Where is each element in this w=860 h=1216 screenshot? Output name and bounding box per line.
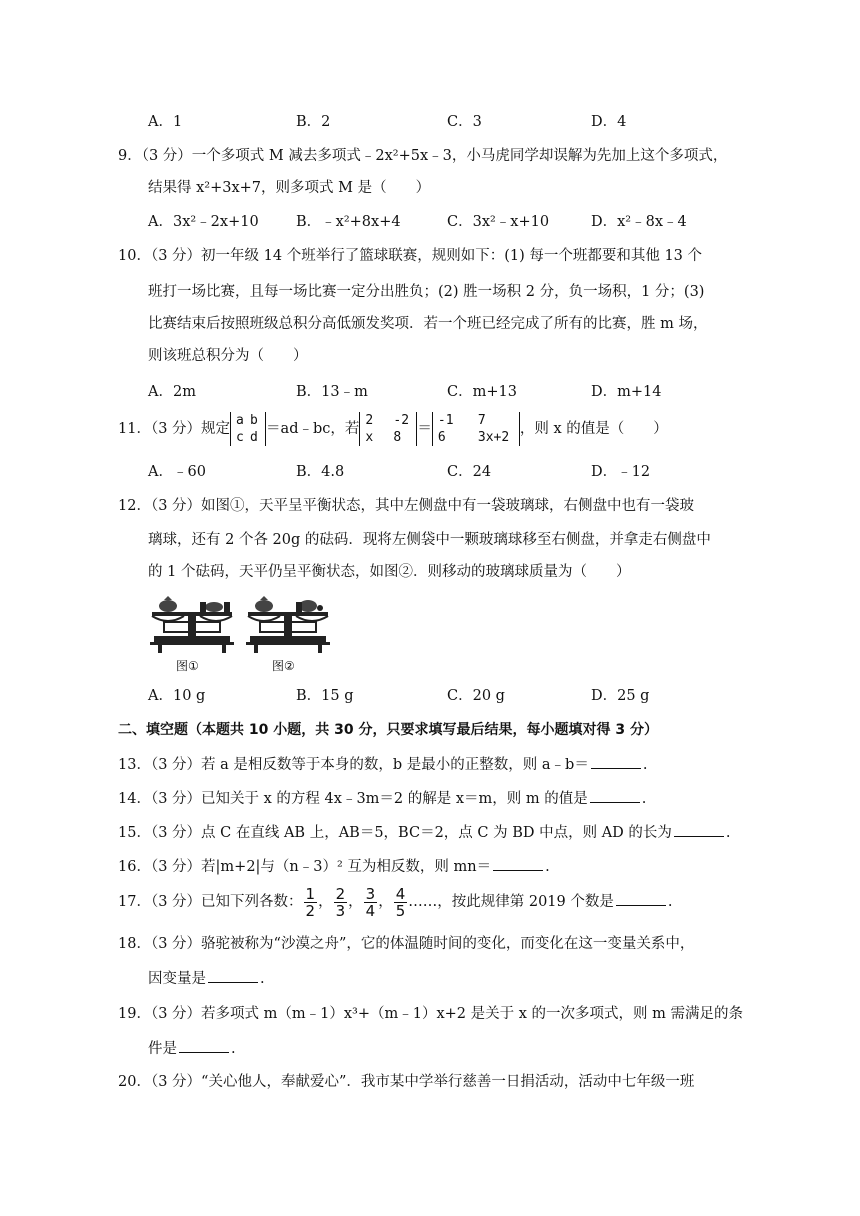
q13-answer-blank[interactable] xyxy=(591,754,641,769)
q17-answer-blank[interactable] xyxy=(616,891,666,906)
q11-right-determinant: -1 7 6 3x+2 xyxy=(432,412,520,446)
q12-stem-line2: 璃球，还有 2 个各 20g 的砝码．现将左侧袋中一颗玻璃球移至右侧盘，并拿走右侧盘中 xyxy=(148,532,711,548)
q19-stem-line2: 件是 . xyxy=(148,1038,236,1059)
q16-answer-blank[interactable] xyxy=(493,856,543,871)
section-2-heading: 二、填空题（本题共 10 小题，共 30 分，只要求填写最后结果，每小题填对得 3 分） xyxy=(118,722,658,738)
q19-stem-line1: 19．（3 分）若多项式 m（m﹣1）x³+（m﹣1）x+2 是关于 x 的一次多项式，则 m 需满足的条 xyxy=(118,1006,744,1022)
q10-stem-line2: 班打一场比赛，且每一场比赛一定分出胜负；(2) 胜一场积 2 分，负一场积，1 分；(3) xyxy=(148,284,705,300)
q9-option-c: C．3x²﹣x+10 xyxy=(447,214,550,230)
q12-option-b: B．15 g xyxy=(296,688,354,704)
q8-option-a: A．1 xyxy=(148,114,183,130)
q11-left-determinant: 2 -2 x 8 xyxy=(359,412,417,446)
q8-option-c: C．3 xyxy=(447,114,482,130)
q13: 13．（3 分）若 a 是相反数等于本身的数，b 是最小的正整数，则 a﹣b＝ . xyxy=(118,754,647,775)
q18-stem-line1: 18．（3 分）骆驼被称为“沙漠之舟”，它的体温随时间的变化，而变化在这一变量关系中， xyxy=(118,936,695,952)
q11-option-b: B．4.8 xyxy=(296,464,345,480)
q17: 17．（3 分）已知下列各数： $\frac{1}{2}$ ， $\frac{2}{3}$ ， $\frac{3}{4}$ ， $\frac{4}{5}$ ……，按此规律第 2019 个数是 . xyxy=(118,884,673,920)
q12-option-d: D．25 g xyxy=(591,688,650,704)
figure-1-caption: 图① xyxy=(176,659,199,673)
q11-eq: ＝ xyxy=(417,421,432,437)
q12-option-c: C．20 g xyxy=(447,688,505,704)
q16: 16．（3 分）若|m+2|与（n﹣3）² 互为相反数，则 mn＝ . xyxy=(118,856,550,877)
q19-answer-blank[interactable] xyxy=(179,1038,229,1053)
q15-answer-blank[interactable] xyxy=(674,822,724,837)
q10-option-c: C．m+13 xyxy=(447,384,517,400)
q8-option-b: B．2 xyxy=(296,114,331,130)
q12-stem-line3: 的 1 个砝码，天平仍呈平衡状态，如图②．则移动的玻璃球质量为（ ） xyxy=(148,564,631,580)
q9-option-b: B．﹣x²+8x+4 xyxy=(296,214,401,230)
q17-fraction-1: $\frac{1}{2}$ xyxy=(305,884,316,920)
q17-fraction-4: $\frac{4}{5}$ xyxy=(395,884,406,920)
q10-option-d: D．m+14 xyxy=(591,384,662,400)
q9-option-a: A．3x²﹣2x+10 xyxy=(148,214,259,230)
q12-option-a: A．10 g xyxy=(148,688,206,704)
q12-stem-line1: 12．（3 分）如图①，天平呈平衡状态，其中左侧盘中有一袋玻璃球，右侧盘中也有一袋玻 xyxy=(118,498,695,514)
q9-option-d: D．x²﹣8x﹣4 xyxy=(591,214,687,230)
q11-suffix: ，则 x 的值是（ ） xyxy=(519,421,668,437)
q17-fraction-3: $\frac{3}{4}$ xyxy=(365,884,376,920)
q10-stem-line3: 比赛结束后按照班级总积分高低颁发奖项．若一个班已经完成了所有的比赛，胜 m 场， xyxy=(148,316,708,332)
q18-answer-blank[interactable] xyxy=(208,968,258,983)
q11-definition-determinant: a b c d xyxy=(230,412,266,446)
q11-stem xyxy=(118,410,668,448)
q11-prefix: 11．（3 分）规定 xyxy=(118,421,231,437)
q15: 15．（3 分）点 C 在直线 AB 上，AB＝5，BC＝2，点 C 为 BD 中点，则 AD 的长为 . xyxy=(118,822,731,843)
q20-stem-line1: 20．（3 分）“关心他人，奉献爱心”．我市某中学举行慈善一日捐活动，活动中七年级一班 xyxy=(118,1074,695,1090)
figure-2-caption: 图② xyxy=(272,659,295,673)
q10-stem-line4: 则该班总积分为（ ） xyxy=(148,348,308,364)
q9-stem-line2: 结果得 x²+3x+7，则多项式 M 是（ ） xyxy=(148,180,431,196)
q11-option-a: A．﹣60 xyxy=(148,464,206,480)
q8-option-d: D．4 xyxy=(591,114,627,130)
q14-answer-blank[interactable] xyxy=(590,788,640,803)
q14: 14．（3 分）已知关于 x 的方程 4x﹣3m＝2 的解是 x＝m，则 m 的值是 . xyxy=(118,788,646,809)
q9-stem-line1: 9．（3 分）一个多项式 M 减去多项式﹣2x²+5x﹣3，小马虎同学却误解为先加上这个多项式， xyxy=(118,148,728,164)
q11-option-c: C．24 xyxy=(447,464,492,480)
q10-option-a: A．2m xyxy=(148,384,196,400)
q18-stem-line2: 因变量是 . xyxy=(148,968,265,989)
q17-fraction-2: $\frac{2}{3}$ xyxy=(335,884,346,920)
q10-stem-line1: 10．（3 分）初一年级 14 个班举行了篮球联赛，规则如下：(1) 每一个班都要和其他 13 个 xyxy=(118,248,703,264)
q10-option-b: B．13﹣m xyxy=(296,384,368,400)
q11-mid: ＝ad﹣bc，若 xyxy=(266,421,360,437)
q11-option-d: D．﹣12 xyxy=(591,464,651,480)
